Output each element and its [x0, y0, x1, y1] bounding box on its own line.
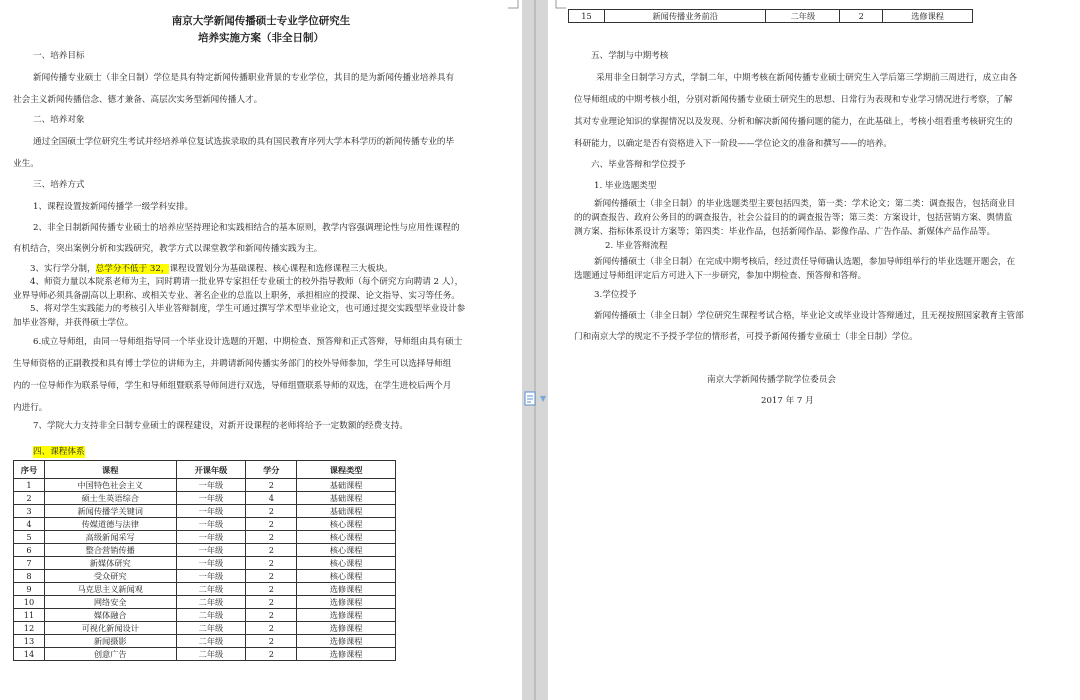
table-row [14, 544, 396, 557]
column-header: 序号 [14, 461, 45, 479]
course-table-continued [568, 9, 973, 23]
table-cell: 传媒道德与法律 [44, 518, 176, 531]
paragraph-line: 的的调查报告、政府公务目的的调查报告，社会公益目的的调查报告等；第三类：方案设计，包括营销方案、舆情监 [574, 213, 1013, 223]
table-cell: 选修课程 [297, 596, 396, 609]
table-cell: 2 [14, 492, 45, 505]
table-cell: 1 [14, 479, 45, 492]
table-cell: 6 [14, 544, 45, 557]
section-heading: 二、培养对象 [33, 115, 85, 125]
table-cell: 高级新闻采写 [44, 531, 176, 544]
document-page-left [0, 0, 522, 700]
table-cell: 一年级 [176, 531, 246, 544]
signature-date: 2017 年 7 月 [761, 396, 814, 406]
table-cell: 媒体融合 [44, 609, 176, 622]
table-cell: 9 [14, 583, 45, 596]
table-cell: 2 [246, 648, 297, 661]
table-cell: 2 [840, 10, 883, 23]
table-cell: 2 [246, 635, 297, 648]
paragraph-line: 新闻传播专业硕士（非全日制）学位是具有特定新闻传播职业背景的专业学位，其目的是为新闻传播业培养具有 [33, 73, 455, 83]
paragraph-line: 业生。 [13, 159, 39, 169]
paragraph-line: 2、非全日制新闻传播专业硕士的培养应坚持理论和实践相结合的基本原则，教学内容强调理论性与应用性课程的 [33, 223, 460, 233]
table-cell: 硕士生英语综合 [44, 492, 176, 505]
table-row [14, 557, 396, 570]
table-cell: 一年级 [176, 505, 246, 518]
table-header-row [14, 461, 396, 479]
table-cell: 二年级 [176, 596, 246, 609]
paragraph-line: 新闻传播硕士（非全日制）学位研究生课程考试合格，毕业论文或毕业设计答辩通过，且无视按照国家教育主管部 [594, 311, 1024, 321]
paragraph-line: 其对专业理论知识的掌握情况以及发现、分析和解决新闻传播问题的能力，在此基础上，考核小组看重考核研究生的 [574, 117, 1013, 127]
table-cell: 选修课程 [883, 10, 973, 23]
signature-organization: 南京大学新闻传播学院学位委员会 [707, 375, 836, 385]
table-row [14, 479, 396, 492]
table-row [14, 570, 396, 583]
paragraph-line: 选题通过导师组评定后方可进入下一步研究，参加中期检查、预答辩和答辩。 [574, 271, 867, 281]
section-heading: 五、学制与中期考核 [591, 51, 669, 61]
table-cell: 网络安全 [44, 596, 176, 609]
text-span: 课程设置划分为基础课程、核心课程和选修课程三大板块。 [169, 264, 393, 274]
page-gutter [522, 0, 548, 700]
column-header: 课程类型 [297, 461, 396, 479]
table-cell: 核心课程 [297, 544, 396, 557]
table-row [14, 609, 396, 622]
table-cell: 2 [246, 570, 297, 583]
table-cell: 基础课程 [297, 505, 396, 518]
table-cell: 整合营销传播 [44, 544, 176, 557]
subsection-heading: 3.学位授予 [594, 290, 637, 300]
doc-title-line2: 培养实施方案（非全日制） [198, 32, 324, 44]
table-cell: 新闻传播业务前沿 [604, 10, 766, 23]
table-cell: 选修课程 [297, 622, 396, 635]
crop-mark-icon [508, 0, 522, 10]
doc-title-line1: 南京大学新闻传播硕士专业学位研究生 [171, 15, 351, 27]
table-row [14, 622, 396, 635]
section-heading: 三、培养方式 [33, 180, 85, 190]
subsection-heading: 1. 毕业选题类型 [594, 181, 657, 191]
table-cell: 核心课程 [297, 557, 396, 570]
table-cell: 二年级 [766, 10, 840, 23]
table-cell: 12 [14, 622, 45, 635]
paragraph-line: 新闻传播硕士（非全日制）在完成中期考核后，经过责任导师确认选题，参加导师组举行的毕业选题开题会，在 [594, 257, 1016, 267]
table-cell: 一年级 [176, 557, 246, 570]
column-header: 开课年级 [176, 461, 246, 479]
paragraph-line: 6.成立导师组，由同一导师组指导同一个毕业设计选题的开题、中期检查、预答辩和正式答辩，导师组由具有硕士 [33, 337, 463, 347]
table-cell: 选修课程 [297, 648, 396, 661]
paragraph-line: 4、师资力量以本院系老师为主，同时聘请一批业界专家担任专业硕士的校外指导教师（每个研究方向聘请 2 人）， [30, 277, 464, 287]
table-row [14, 648, 396, 661]
table-cell: 新闻传播学关键词 [44, 505, 176, 518]
table-cell: 一年级 [176, 544, 246, 557]
table-row [14, 531, 396, 544]
table-cell: 10 [14, 596, 45, 609]
table-cell: 2 [246, 557, 297, 570]
table-cell: 可视化新闻设计 [44, 622, 176, 635]
column-header: 学分 [246, 461, 297, 479]
table-cell: 8 [14, 570, 45, 583]
table-row [569, 10, 973, 23]
table-row [14, 505, 396, 518]
table-cell: 新闻摄影 [44, 635, 176, 648]
paragraph-line: 新闻传播硕士（非全日制）的毕业选题类型主要包括四类，第一类：学术论文；第二类：调查报告，包括商业目 [594, 199, 1016, 209]
table-cell: 2 [246, 583, 297, 596]
table-cell: 选修课程 [297, 635, 396, 648]
table-cell: 核心课程 [297, 518, 396, 531]
table-cell: 基础课程 [297, 492, 396, 505]
subsection-heading: 2. 毕业答辩流程 [605, 241, 668, 251]
document-page-icon[interactable] [524, 391, 538, 407]
table-cell: 3 [14, 505, 45, 518]
table-row [14, 596, 396, 609]
section-heading: 六、毕业答辩和学位授予 [591, 160, 686, 170]
paragraph-line: 采用非全日制学习方式，学制二年，中期考核在新闻传播专业硕士研究生入学后第三学期前三周进行，成立由各 [596, 73, 1018, 83]
table-cell: 15 [569, 10, 605, 23]
table-cell: 4 [14, 518, 45, 531]
table-row [14, 583, 396, 596]
chevron-down-icon[interactable]: ▼ [540, 394, 547, 403]
table-cell: 新媒体研究 [44, 557, 176, 570]
table-cell: 二年级 [176, 609, 246, 622]
course-table [13, 460, 396, 661]
table-cell: 创意广告 [44, 648, 176, 661]
table-cell: 一年级 [176, 479, 246, 492]
highlighted-credit-text: 总学分不低于 32， [95, 264, 170, 274]
section-heading-course-system: 四、课程体系 [33, 447, 85, 457]
table-cell: 2 [246, 518, 297, 531]
paragraph-line: 业界导师必须具备副高以上职称、或相关专业、著名企业的总监以上职务，承担相应的授课、论文指导、实习等任务。 [13, 291, 460, 301]
table-row [14, 635, 396, 648]
table-cell: 5 [14, 531, 45, 544]
paragraph-line: 科研能力，以确定是否有资格进入下一阶段——学位论文的准备和撰写——的培养。 [574, 139, 892, 149]
paragraph-line [30, 263, 393, 275]
table-cell: 二年级 [176, 635, 246, 648]
section-heading: 一、培养目标 [33, 51, 85, 61]
column-header: 课程 [44, 461, 176, 479]
paragraph-line: 位导师组成的中期考核小组，分别对新闻传播专业硕士研究生的思想、日常行为表现和专业学习情况进行考察，了解 [574, 95, 1013, 105]
table-cell: 2 [246, 609, 297, 622]
table-cell: 二年级 [176, 648, 246, 661]
paragraph-line: 通过全国硕士学位研究生考试并经培养单位复试选拔录取的具有国民教育序列大学本科学历的新闻传播专业的毕 [33, 137, 455, 147]
document-page-right [548, 0, 1080, 700]
table-row [14, 492, 396, 505]
table-cell: 核心课程 [297, 570, 396, 583]
paragraph-line: 内进行。 [13, 403, 48, 413]
table-cell: 选修课程 [297, 583, 396, 596]
table-cell: 2 [246, 531, 297, 544]
table-cell: 基础课程 [297, 479, 396, 492]
table-cell: 4 [246, 492, 297, 505]
paragraph-line: 社会主义新闻传播信念、德才兼备、高层次实务型新闻传播人才。 [13, 95, 263, 105]
table-cell: 2 [246, 479, 297, 492]
page-divider [534, 0, 536, 700]
table-cell: 马克思主义新闻观 [44, 583, 176, 596]
crop-mark-icon [554, 0, 568, 10]
table-cell: 一年级 [176, 570, 246, 583]
table-cell: 二年级 [176, 583, 246, 596]
table-cell: 核心课程 [297, 531, 396, 544]
table-row [14, 518, 396, 531]
paragraph-line: 生导师资格的正副教授和具有博士学位的讲师为主，并聘请新闻传播实务部门的校外导师参加，学生可以选择导师组 [13, 359, 452, 369]
paragraph-line: 门和南京大学的规定不予授予学位的情形者，可授予新闻传播专业硕士（非全日制）学位。 [574, 332, 918, 342]
table-cell: 2 [246, 622, 297, 635]
paragraph-line: 加毕业答辩，并获得硕士学位。 [13, 318, 134, 328]
table-cell: 7 [14, 557, 45, 570]
table-cell: 2 [246, 505, 297, 518]
paragraph-line: 7、学院大力支持非全日制专业硕士的课程建设，对新开设课程的老师将给予一定数额的经费支持。 [33, 421, 409, 431]
table-cell: 选修课程 [297, 609, 396, 622]
table-cell: 一年级 [176, 492, 246, 505]
paragraph-line: 内的一位导师作为联系导师，学生和导师组暨联系导师间进行双选，导师组暨联系导师的双选，在学生进校后两个月 [13, 381, 452, 391]
paragraph-line: 测方案、指标体系设计方案等；第四类：毕业作品，包括新闻作品、影像作品、广告作品、新媒体产品作品等。 [574, 227, 996, 237]
table-cell: 2 [246, 544, 297, 557]
table-cell: 2 [246, 596, 297, 609]
table-cell: 一年级 [176, 518, 246, 531]
text-span: 3、实行学分制， [30, 264, 96, 274]
table-cell: 二年级 [176, 622, 246, 635]
table-cell: 受众研究 [44, 570, 176, 583]
table-cell: 14 [14, 648, 45, 661]
paragraph-line: 5、将对学生实践能力的考核引入毕业答辩制度，学生可通过撰写学术型毕业论文，也可通过提交实践型毕业设计参 [30, 304, 466, 314]
table-cell: 13 [14, 635, 45, 648]
paragraph-line: 1、课程设置按新闻传播学一级学科安排。 [33, 202, 194, 212]
table-cell: 中国特色社会主义 [44, 479, 176, 492]
paragraph-line: 有机结合，突出案例分析和实践研究，教学方式以课堂教学和新闻传播实践为主。 [13, 244, 323, 254]
table-cell: 11 [14, 609, 45, 622]
